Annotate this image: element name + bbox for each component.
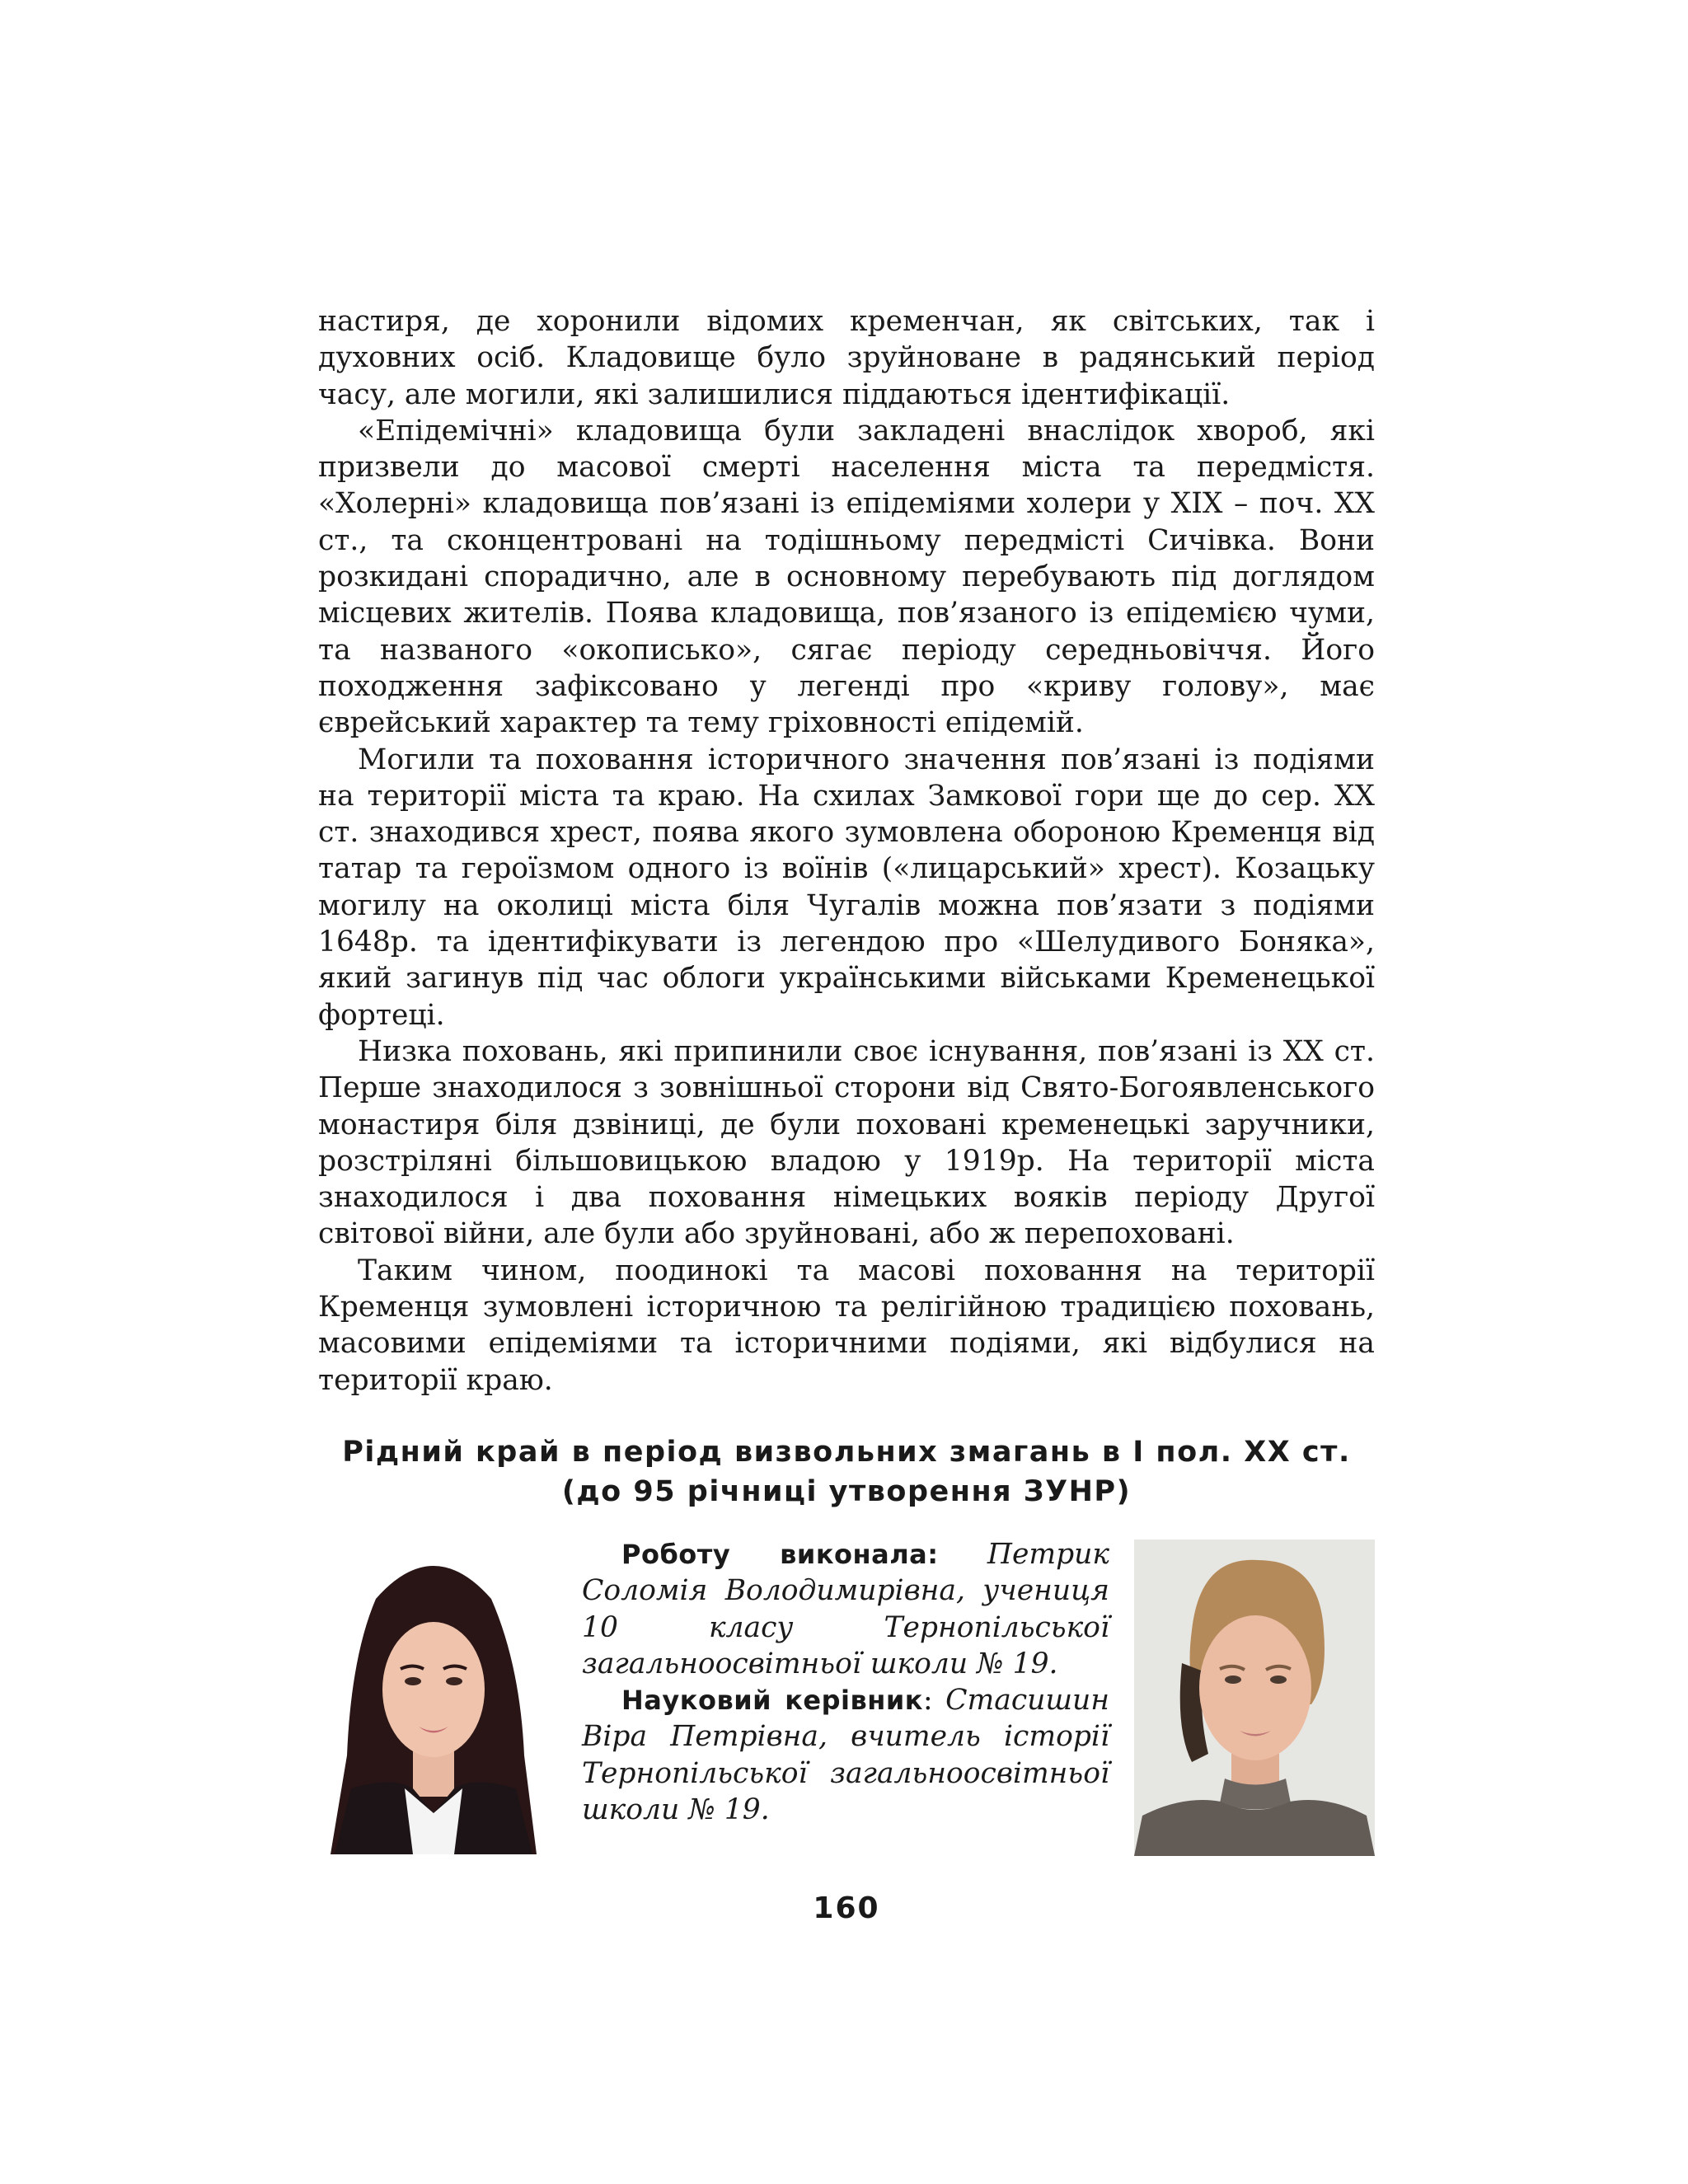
body-text	[318, 303, 1375, 1399]
advisor-colon: :	[923, 1684, 933, 1718]
advisor-credit	[582, 1682, 1109, 1828]
section-heading	[318, 1432, 1375, 1511]
author-value: Петрик Соломія Володимирівна, учениця 10 класу Тернопільської загальноосвітньої школи № 19.	[582, 1538, 1109, 1680]
section-title-line2: (до 95 річниці утворення ЗУНР)	[561, 1475, 1132, 1508]
paragraph-3: Могили та поховання історичного значення пов’язані із подіями на території міста та краю. На схилах Замкової гори ще до сер. ХХ ст. знаходився хрест, поява якого зумовлена обороною Кременця від татар та героїзмом одного із воїнів («лицарський» хрест). Козацьку могилу на околиці міста біля Чугалів можна пов’язати з подіями 1648р. та ідентифікувати із легендою про «Шелудивого Боняка», який загинув під час облоги українськими військами Кременецької фортеці.	[318, 743, 1375, 1032]
advisor-photo	[1134, 1540, 1375, 1856]
paragraph-2: «Епідемічні» кладовища були закладені внаслідок хвороб, які призвели до масової смерті населення міста та передмістя. «Холерні» кладовища пов’язані із епідеміями холери у ХІХ – поч. ХХ ст., та сконцентровані на тодішньому передмісті Сичівка. Вони розкидані спорадично, але в основному перебувають під доглядом місцевих жителів. Поява кладовища, пов’язаного із епідемією чуми, та названого «окописько», сягає періоду середньовіччя. Його походження зафіксовано у легенді про «криву голову», має єврейський характер та тему гріховності епідемій.	[318, 414, 1375, 740]
section-title-line1: Рідний край в період визвольних змагань в І пол. ХХ ст.	[342, 1436, 1351, 1469]
advisor-value: Стасишин Віра Петрівна, вчитель історії Тернопільської загальноосвітньої школи № 19.	[582, 1684, 1110, 1827]
paragraph-4: Низка поховань, які припинили своє існування, пов’язані із ХХ ст. Перше знаходилося з зовнішньої сторони від Свято-Богоявленського монастиря біля дзвіниці, де були поховані кременецькі заручники, розстріляні більшовицькою владою у 1919р. На території міста знаходилося і два поховання німецьких вояків періоду Другої світової війни, але були або зруйновані, або ж перепоховані.	[318, 1034, 1375, 1251]
page-number: 160	[813, 1891, 880, 1925]
advisor-label: Науковий керівник	[621, 1685, 924, 1717]
credits-block	[582, 1536, 1109, 1828]
paragraph-1: настиря, де хоронили відомих кременчан, як світських, так і духовних осіб. Кладовище було зруйноване в радянський період часу, але могили, які залишилися піддаються ідентифікації.	[318, 305, 1375, 411]
author-photo	[318, 1541, 549, 1854]
author-label: Роботу виконала:	[621, 1539, 939, 1570]
author-credit	[582, 1536, 1109, 1682]
paragraph-5: Таким чином, поодинокі та масові поховання на території Кременця зумовлені історичною та релігійною традицією поховань, масовими епідеміями та історичними подіями, які відбулися на території краю.	[318, 1254, 1375, 1397]
